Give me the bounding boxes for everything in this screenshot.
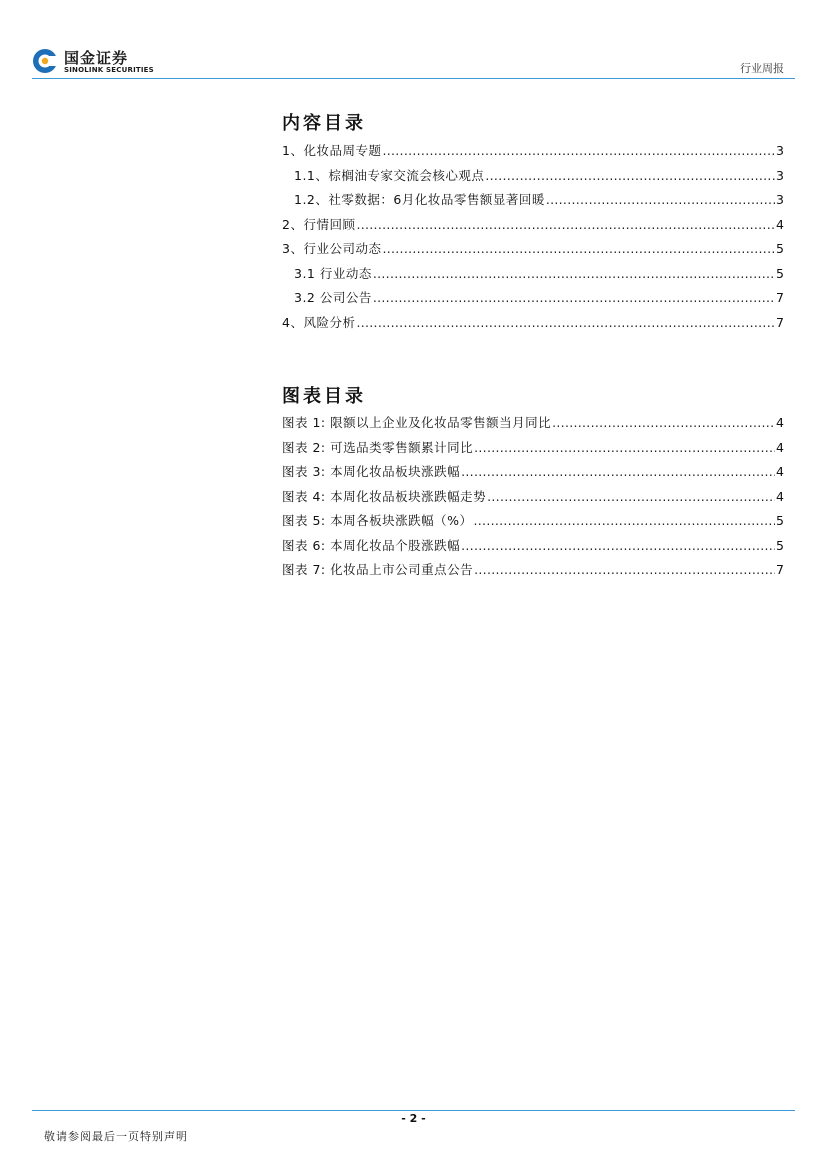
dot-leader [485, 168, 775, 183]
footer-divider [32, 1110, 795, 1111]
dot-leader [373, 266, 775, 281]
toc-entry-label: 1.1、棕榈油专家交流会核心观点 [294, 167, 485, 183]
toc-entry[interactable] [282, 239, 784, 264]
figure-entry[interactable] [282, 413, 784, 438]
figure-entry-label: 图表 7: 化妆品上市公司重点公告 [282, 562, 474, 577]
header-divider [32, 78, 795, 79]
toc-entry-page: 7 [776, 290, 784, 305]
figure-entry-page: 4 [776, 488, 784, 504]
report-type-label: 行业周报 [740, 62, 784, 75]
dot-leader [546, 192, 775, 207]
dot-leader [356, 315, 775, 330]
dot-leader [474, 440, 775, 455]
dot-leader [382, 143, 775, 158]
dot-leader [487, 489, 775, 504]
dot-leader [373, 290, 775, 305]
toc-entry[interactable] [282, 264, 784, 289]
toc-entry-page: 5 [776, 265, 784, 281]
toc-entry[interactable] [282, 288, 784, 313]
toc-entry[interactable] [282, 166, 784, 191]
toc-title: 内容目录 [282, 113, 366, 134]
disclaimer-text: 敬请参阅最后一页特别声明 [44, 1130, 188, 1143]
figure-entry[interactable] [282, 462, 784, 487]
toc-entry[interactable] [282, 141, 784, 166]
figure-entry[interactable] [282, 438, 784, 463]
dot-leader [461, 464, 775, 479]
toc-entry-label: 2、行情回顾 [282, 216, 356, 232]
figure-entry-label: 图表 5: 本周各板块涨跌幅（%） [282, 513, 473, 528]
toc-entry-page: 7 [776, 314, 784, 330]
toc-entry-page: 3 [776, 167, 784, 183]
figure-entry-page: 5 [776, 513, 784, 528]
dot-leader [552, 415, 775, 430]
toc-entry-label: 4、风险分析 [282, 314, 356, 330]
toc-entry[interactable] [282, 313, 784, 338]
toc-list [282, 141, 784, 337]
toc-entry-label: 3.1 行业动态 [294, 265, 372, 281]
toc-entry-label: 3、行业公司动态 [282, 241, 382, 256]
toc-entry-label: 3.2 公司公告 [294, 290, 372, 305]
dot-leader [474, 562, 775, 577]
dot-leader [382, 241, 775, 256]
figure-entry-page: 4 [776, 464, 784, 479]
toc-entry-page: 3 [776, 192, 784, 207]
toc-entry[interactable] [282, 190, 784, 215]
figure-entry-page: 4 [776, 439, 784, 455]
figures-list [282, 413, 784, 585]
figure-entry-page: 4 [776, 415, 784, 430]
figure-entry-page: 5 [776, 537, 784, 553]
company-logo [32, 46, 162, 80]
figure-entry-label: 图表 2: 可选品类零售额累计同比 [282, 439, 474, 455]
logo-english-name: SINOLINK SECURITIES [64, 66, 154, 74]
dot-leader [356, 217, 775, 232]
sinolink-logo-icon [32, 48, 58, 74]
figure-entry[interactable] [282, 536, 784, 561]
figure-entry-label: 图表 3: 本周化妆品板块涨跌幅 [282, 464, 461, 479]
figure-entry-label: 图表 6: 本周化妆品个股涨跌幅 [282, 537, 461, 553]
figure-entry-label: 图表 1: 限额以上企业及化妆品零售额当月同比 [282, 415, 552, 430]
toc-entry-page: 3 [776, 143, 784, 158]
dot-leader [474, 513, 776, 528]
toc-entry[interactable] [282, 215, 784, 240]
toc-entry-label: 1.2、社零数据：6月化妆品零售额显著回暖 [294, 192, 545, 207]
figure-entry-page: 7 [776, 562, 784, 577]
page-number: - 2 - [401, 1112, 426, 1125]
toc-entry-page: 4 [776, 216, 784, 232]
figure-entry[interactable] [282, 487, 784, 512]
figures-title: 图表目录 [282, 386, 366, 407]
toc-entry-page: 5 [776, 241, 784, 256]
dot-leader [461, 538, 775, 553]
figure-entry[interactable] [282, 511, 784, 536]
logo-chinese-name: 国金证券 [64, 49, 129, 67]
figure-entry[interactable] [282, 560, 784, 585]
toc-entry-label: 1、化妆品周专题 [282, 143, 382, 158]
figure-entry-label: 图表 4: 本周化妆品板块涨跌幅走势 [282, 488, 487, 504]
